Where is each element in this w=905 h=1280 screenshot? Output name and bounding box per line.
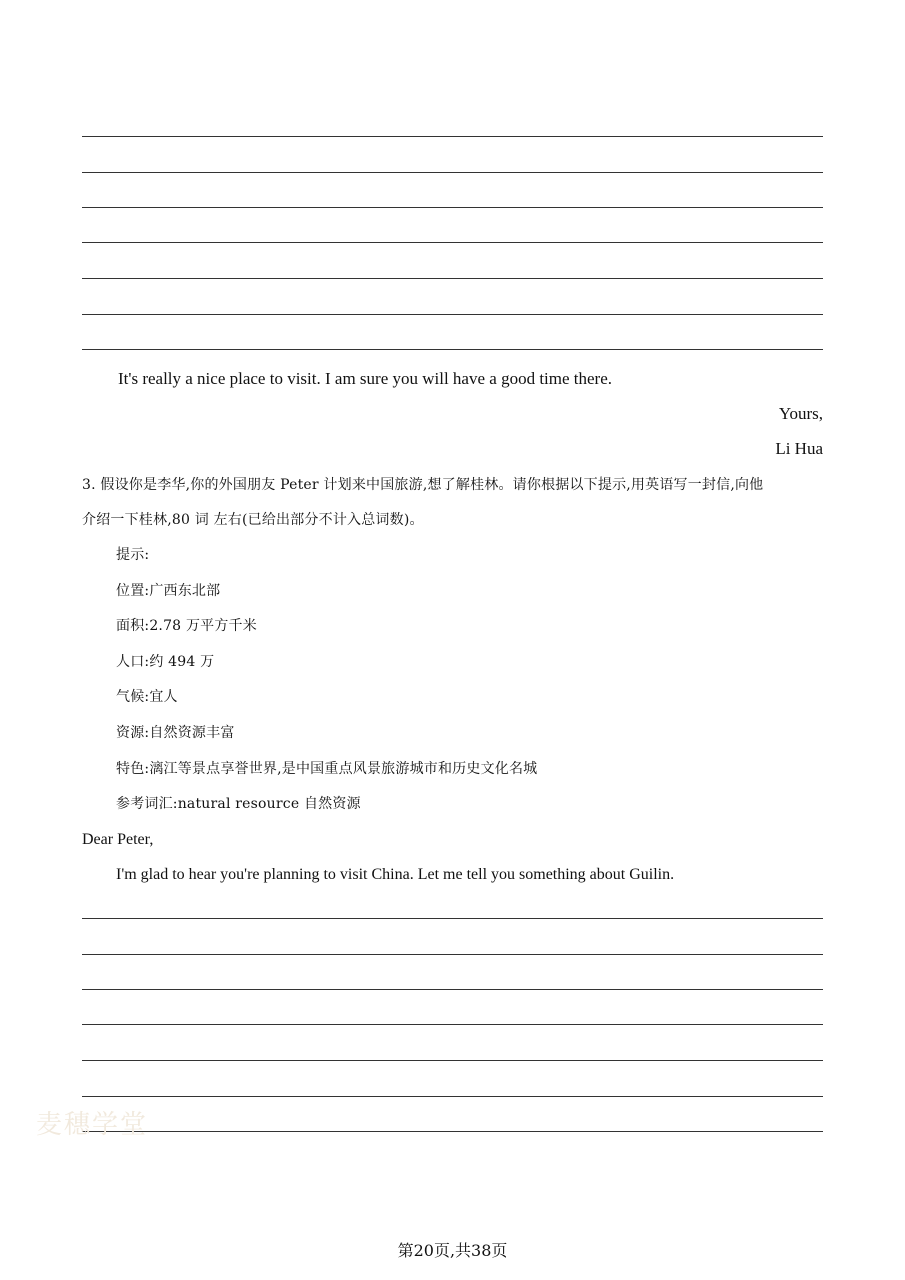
hint-item: 位置:广西东北部 [116,583,221,599]
answer-line [82,1024,823,1025]
answer-line [82,278,823,279]
answer-line [82,242,823,243]
signature: Li Hua [775,439,823,458]
answer-line [82,1096,823,1097]
answer-line [82,1131,823,1132]
page-number: 第20页,共38页 [397,1241,508,1260]
hint-item: 资源:自然资源丰富 [116,725,235,741]
answer-line [82,954,823,955]
hints-title: 提示: [116,547,150,563]
closing-line: It's really a nice place to visit. I am sure you will have a good time there. [118,369,613,388]
answer-line [82,314,823,315]
answer-line [82,172,823,173]
hint-item: 参考词汇:natural resource 自然资源 [116,796,361,812]
question-line-1: 3. 假设你是李华,你的外国朋友 Peter 计划来中国旅游,想了解桂林。请你根据以下提示,用英语写一封信,向他 [82,477,764,493]
hint-item: 特色:漓江等景点享誉世界,是中国重点风景旅游城市和历史文化名城 [116,761,538,777]
answer-line [82,989,823,990]
hint-item: 人口:约 494 万 [116,654,215,670]
letter-opening: I'm glad to hear you're planning to visit China. Let me tell you something about Guilin. [116,866,675,883]
watermark: 麦穗学堂 [36,1110,149,1140]
answer-line [82,207,823,208]
hint-item: 气候:宜人 [116,689,178,705]
answer-line [82,136,823,137]
answer-line [82,1060,823,1061]
hint-item: 面积:2.78 万平方千米 [116,618,257,634]
question-line-2: 介绍一下桂林,80 词 左右(已给出部分不计入总词数)。 [82,512,424,528]
signoff: Yours, [778,404,823,423]
answer-line [82,918,823,919]
answer-line [82,349,823,350]
letter-greeting: Dear Peter, [82,831,154,848]
